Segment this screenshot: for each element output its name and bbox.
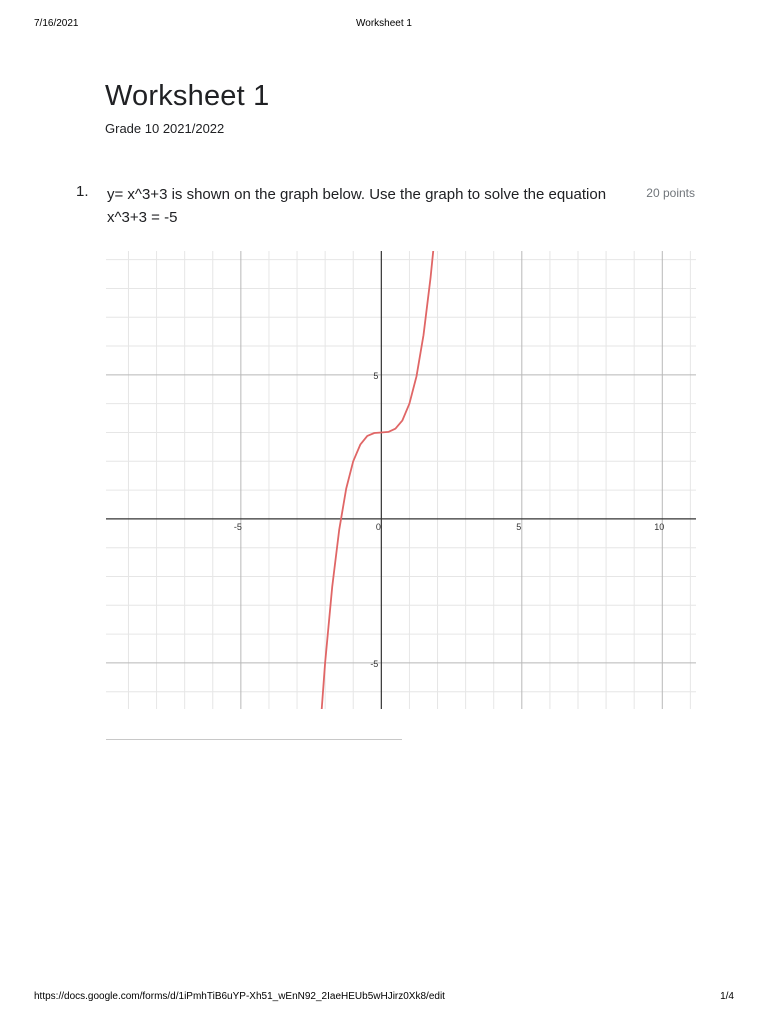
series-line-cubic <box>320 251 433 709</box>
x-tick-label: 5 <box>516 521 522 532</box>
print-title: Worksheet 1 <box>356 18 412 29</box>
form-title: Worksheet 1 <box>105 80 270 112</box>
page-number: 1/4 <box>720 991 734 1002</box>
print-url: https://docs.google.com/forms/d/1iPmhTiB6uYP-Xh51_wEnN92_2IaeHEUb5wHJirz0Xk8/edit <box>34 991 445 1002</box>
cubic-graph <box>106 251 696 709</box>
y-tick-label: -5 <box>370 658 379 669</box>
answer-input-underline[interactable] <box>106 739 402 740</box>
y-tick-label: 5 <box>373 370 379 381</box>
print-footer <box>0 991 768 1005</box>
print-date: 7/16/2021 <box>34 18 79 29</box>
print-header <box>0 18 768 32</box>
x-tick-label: 10 <box>654 521 665 532</box>
x-tick-label: -5 <box>233 521 242 532</box>
x-tick-label: 0 <box>375 521 381 532</box>
question-number: 1. <box>76 183 89 200</box>
form-description: Grade 10 2021/2022 <box>105 121 225 136</box>
question-points: 20 points <box>646 186 695 200</box>
question-text: y= x^3+3 is shown on the graph below. Use the graph to solve the equation x^3+3 = -5 <box>107 186 607 226</box>
